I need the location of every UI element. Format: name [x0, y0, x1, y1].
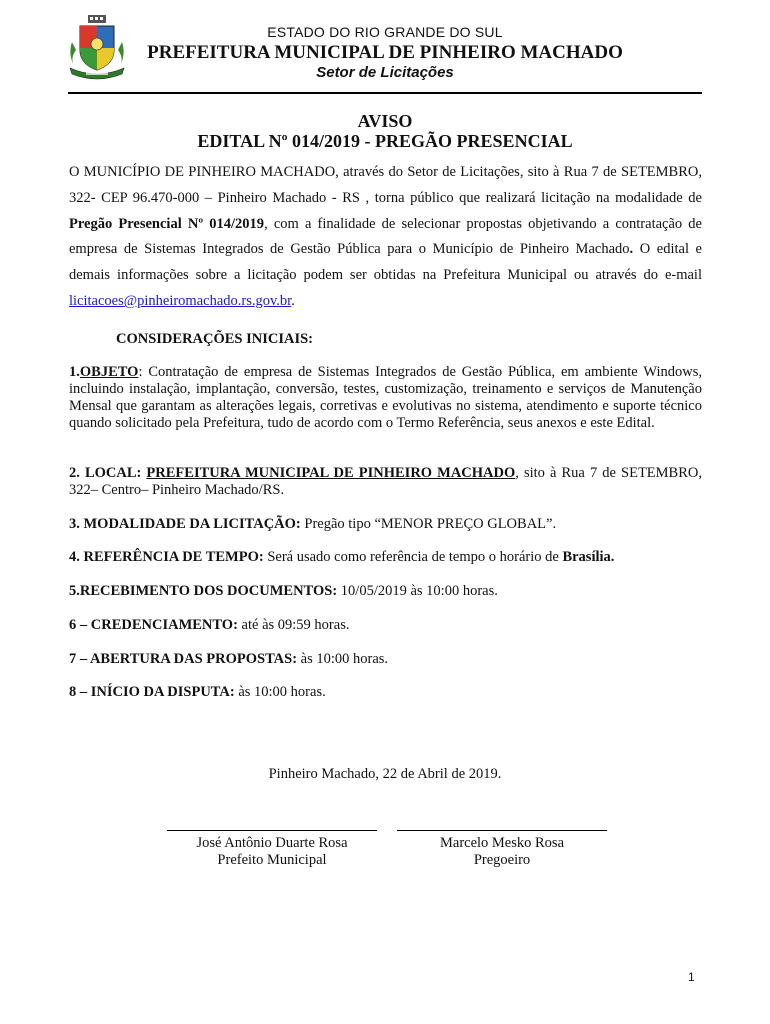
signature-block-mayor: [157, 835, 387, 869]
email-link[interactable]: licitacoes@pinheiromachado.rs.gov.br: [69, 292, 292, 309]
edital-title: EDITAL Nº 014/2019 - PREGÃO PRESENCIAL: [197, 131, 573, 151]
item-7-label: 7 – ABERTURA DAS PROPOSTAS:: [69, 651, 298, 667]
item-disputa: [69, 684, 702, 701]
item-credenciamento: [69, 617, 702, 634]
item-local: [69, 465, 702, 499]
item-objeto: [69, 364, 702, 432]
intro-bold-1: Pregão Presencial Nº 014/2019: [69, 215, 265, 232]
item-8-label: 8 – INÍCIO DA DISPUTA:: [69, 684, 235, 700]
intro-text-2: , com a finalidade de selecionar propostas objetivando a contratação de empresa de Sistemas Integrados de Gestão Pública para o Município de Pinheiro Machado: [69, 215, 702, 258]
item-referencia-tempo: [69, 549, 702, 566]
notice-title: AVISO: [357, 111, 413, 131]
state-name: ESTADO DO RIO GRANDE DO SUL: [267, 24, 503, 40]
signature-line-pregoeiro: [397, 830, 607, 831]
intro-bold-2: .: [629, 241, 634, 258]
page-number: 1: [688, 970, 695, 984]
item-1-label: OBJETO: [79, 364, 139, 380]
item-2-place: PREFEITURA MUNICIPAL DE PINHEIRO MACHADO: [146, 465, 516, 481]
signature-line-mayor: [167, 830, 377, 831]
item-modalidade: [69, 516, 702, 533]
item-4-bold: Brasília.: [562, 549, 615, 565]
intro-text-1: O MUNICÍPIO DE PINHEIRO MACHADO, através do Setor de Licitações, sito à Rua 7 de SETEMBRO, 322- CEP 96.470-000 – Pinheiro Machado - RS , torna público que realizará licitação na modalidade de: [69, 164, 702, 206]
item-1-number: 1.: [69, 364, 80, 380]
item-5-label: 5.RECEBIMENTO DOS DOCUMENTOS:: [69, 583, 338, 599]
item-1-text: : Contratação de empresa de Sistemas Integrados de Gestão Pública, em ambiente Windows, incluindo instalação, implantação, conversão, testes, customização, treinamento e serviços de Manutenção Mensal que garantam as alterações legais, corretivas e evolutivas no sistema, atendimento e suporte técnico quando solicitado pela Prefeitura, tudo de acordo com o Termo Referência, seus anexos e este Edital.: [69, 364, 702, 431]
signature-block-pregoeiro: [387, 835, 617, 869]
considerations-heading: CONSIDERAÇÕES INICIAIS:: [116, 331, 314, 347]
item-abertura: [69, 651, 702, 668]
sector-name: Setor de Licitações: [316, 64, 454, 81]
item-7-text: às 10:00 horas.: [297, 651, 389, 667]
item-recebimento: [69, 583, 702, 600]
item-3-label: 3. MODALIDADE DA LICITAÇÃO:: [69, 516, 301, 532]
item-5-text: 10/05/2019 às 10:00 horas.: [337, 583, 498, 599]
item-2-text: , sito à Rua 7 de SETEMBRO, 322– Centro– Pinheiro Machado/RS.: [69, 465, 702, 498]
item-4-text: Será usado como referência de tempo o horário de: [263, 549, 563, 565]
prefecture-name: PREFEITURA MUNICIPAL DE PINHEIRO MACHADO: [147, 42, 623, 63]
header-divider: [68, 92, 702, 94]
signer-role: Prefeito Municipal: [217, 852, 327, 868]
signer-role: Pregoeiro: [473, 852, 531, 868]
item-8-text: às 10:00 horas.: [234, 684, 326, 700]
item-2-label: 2. LOCAL:: [69, 465, 147, 481]
item-6-label: 6 – CREDENCIAMENTO:: [69, 617, 238, 633]
signer-name: Marcelo Mesko Rosa: [439, 835, 565, 851]
intro-paragraph: [69, 160, 702, 315]
intro-text-4: .: [291, 292, 295, 309]
item-6-text: até às 09:59 horas.: [237, 617, 350, 633]
item-3-text: Pregão tipo “MENOR PREÇO GLOBAL”.: [300, 516, 557, 532]
signer-name: José Antônio Duarte Rosa: [196, 835, 348, 851]
item-4-label: 4. REFERÊNCIA DE TEMPO:: [69, 549, 264, 565]
intro-text-3: O edital e demais informações sobre a licitação podem ser obtidas na Prefeitura Municipal ou através do e-mail: [69, 241, 702, 284]
place-date: Pinheiro Machado, 22 de Abril de 2019.: [268, 766, 502, 782]
